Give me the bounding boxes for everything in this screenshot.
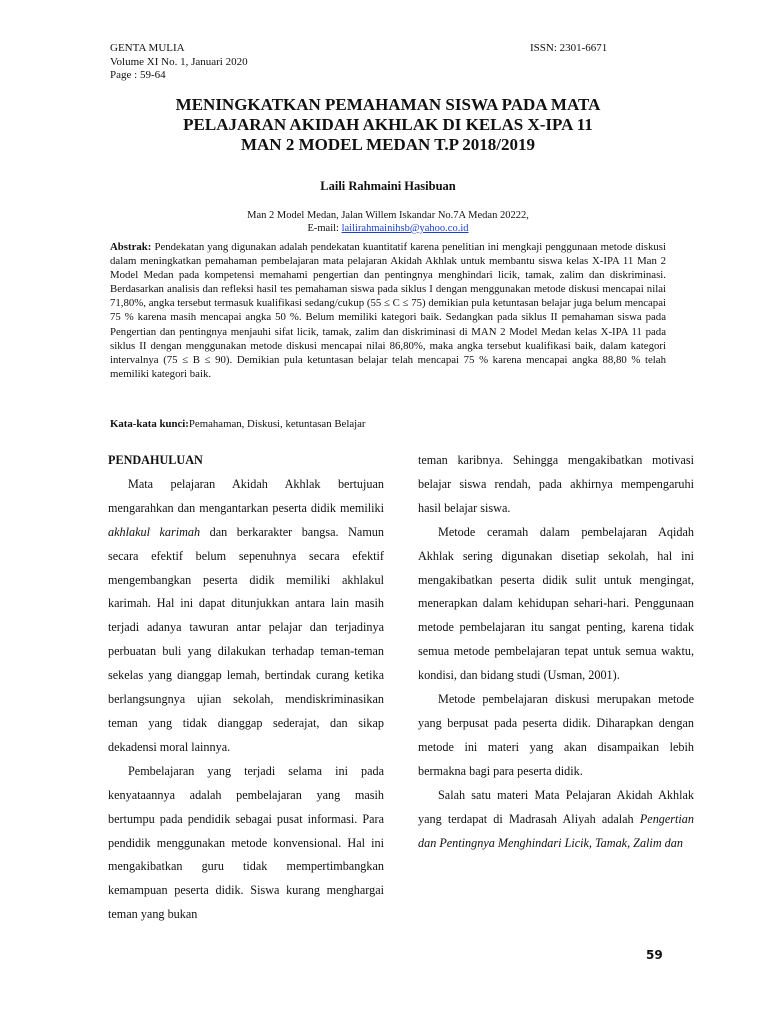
- keywords-label: Kata-kata kunci:: [110, 418, 189, 430]
- abstract: [110, 240, 666, 381]
- paragraph-6: [418, 784, 694, 856]
- section-heading: PENDAHULUAN: [108, 453, 203, 467]
- abstract-label: Abstrak:: [110, 241, 152, 253]
- paragraph-4: Metode ceramah dalam pembelajaran Aqidah Akhlak sering digunakan disetiap sekolah, hal ini mengakibatkan peserta didik sulit untuk mengingat, menerapkan dalam kehidupan sehari-hari. Penggunaan metode pembelajaran itu sangat penting, karena tidak semua metode pembelajaran tepat untuk semua waktu, kondisi, dan bidang studi (Usman, 2001).: [418, 524, 694, 683]
- title-line-1: MENINGKATKAN PEMAHAMAN SISWA PADA MATA: [175, 95, 601, 114]
- paragraph-1: [108, 473, 384, 760]
- paragraph-3: teman karibnya. Sehingga mengakibatkan motivasi belajar siswa rendah, pada akhirnya mempengaruhi hasil belajar siswa.: [418, 453, 694, 515]
- journal-pages: Page : 59-64: [110, 69, 166, 81]
- journal-name: GENTA MULIA: [110, 42, 185, 54]
- body-column-left: [108, 449, 384, 927]
- email-link[interactable]: lailirahmainihsb@yahoo.co.id: [341, 223, 469, 234]
- affiliation-email-line: [110, 222, 666, 235]
- paragraph-2: Pembelajaran yang terjadi selama ini pada kenyataannya adalah pembelajaran yang masih bertumpu pada pendidik sebagai pusat informasi. Para pendidik menggunakan metode konvensional. Hal ini mengakibatkan guru tidak mempertimbangkan kemampuan peserta didik. Siswa kurang menghargai teman yang bukan: [108, 763, 384, 922]
- keywords: [110, 418, 666, 430]
- paragraph-1-text-a: Mata pelajaran Akidah Akhlak bertujuan mengarahkan dan mengantarkan peserta didik memiliki: [108, 476, 384, 515]
- paragraph-6-text: Salah satu materi Mata Pelajaran Akidah Akhlak yang terdapat di Madrasah Aliyah adalah: [418, 787, 694, 826]
- paragraph-6-italic: Pengertian dan Pentingnya Menghindari Licik, Tamak, Zalim dan: [418, 811, 694, 850]
- title-line-2: PELAJARAN AKIDAH AKHLAK DI KELAS X-IPA 11: [183, 115, 593, 134]
- journal-header: [110, 42, 248, 83]
- paper-title: [110, 95, 666, 155]
- title-line-3: MAN 2 MODEL MEDAN T.P 2018/2019: [240, 135, 536, 154]
- author-name: Laili Rahmaini Hasibuan: [320, 179, 456, 193]
- email-label: E-mail:: [307, 223, 342, 234]
- journal-volume: Volume XI No. 1, Januari 2020: [110, 55, 248, 68]
- paragraph-1-text-b: dan berkarakter bangsa. Namun secara efektif belum sepenuhnya secara efektif mengembangkan peserta didik memiliki akhlakul karimah. Hal ini dapat ditunjukkan antara lain masih terjadi adanya tawuran antar pelajar dan terjadinya perbuatan buli yang dilakukan terhadap teman-teman sekelas yang dianggap lemah, bertindak curang ketika berlangsungnya ujian sekolah, mendiskriminasikan teman yang tidak dianggap sederajat, dan sikap dekadensi moral lainnya.: [108, 524, 384, 754]
- paragraph-1-italic: akhlakul karimah: [108, 524, 201, 539]
- keywords-text: Pemahaman, Diskusi, ketuntasan Belajar: [188, 418, 366, 430]
- page-number: 59: [646, 948, 663, 962]
- body-column-right: [418, 449, 694, 855]
- paragraph-5: Metode pembelajaran diskusi merupakan metode yang berpusat pada peserta didik. Diharapkan dengan metode ini materi yang akan disampaikan lebih bermakna bagi para peserta didik.: [418, 692, 694, 778]
- issn: ISSN: 2301-6671: [530, 42, 608, 54]
- abstract-text: Pendekatan yang digunakan adalah pendekatan kuantitatif karena penelitian ini mengkaji penggunaan metode diskusi dalam meningkatkan pemahaman pembelajaran mata pelajaran Akidah Akhlak untuk membantu siswa kelas X-IPA 11 Man 2 Model Medan pada kompetensi memahami pengertian dan pentingnya menghindari licik, tamak, zalim dan diskriminasi. Berdasarkan analisis dan refleksi hasil tes pemahaman siswa pada siklus I dengan menggunakan metode diskusi mencapai nilai 71,80%, angka tersebut termasuk kualifikasi sedang/cukup (55 ≤ C ≤ 75) demikian pula ketuntasan belajar juga belum mencapai 75 % karena masih mencapai angka 50 %. Belum memiliki kategori baik. Sedangkan pada siklus II pemahaman siswa pada Pengertian dan pentingnya menjauhi sifat licik, tamak, zalim dan diskriminasi di MAN 2 Model Medan kelas X-IPA 11 pada siklus II dengan menggunakan metode diskusi mencapai nilai 86,80%, maka angka tersebut kualifikasi baik, dalam kategori intervalnya (75 ≤ B ≤ 90). Demikian pula ketuntasan belajar telah mencapai 75 % karena mencapai angka 88,80 % telah memiliki kategori baik.: [110, 241, 666, 380]
- affiliation-address: Man 2 Model Medan, Jalan Willem Iskandar No.7A Medan 20222,: [247, 210, 529, 221]
- affiliation: [110, 209, 666, 235]
